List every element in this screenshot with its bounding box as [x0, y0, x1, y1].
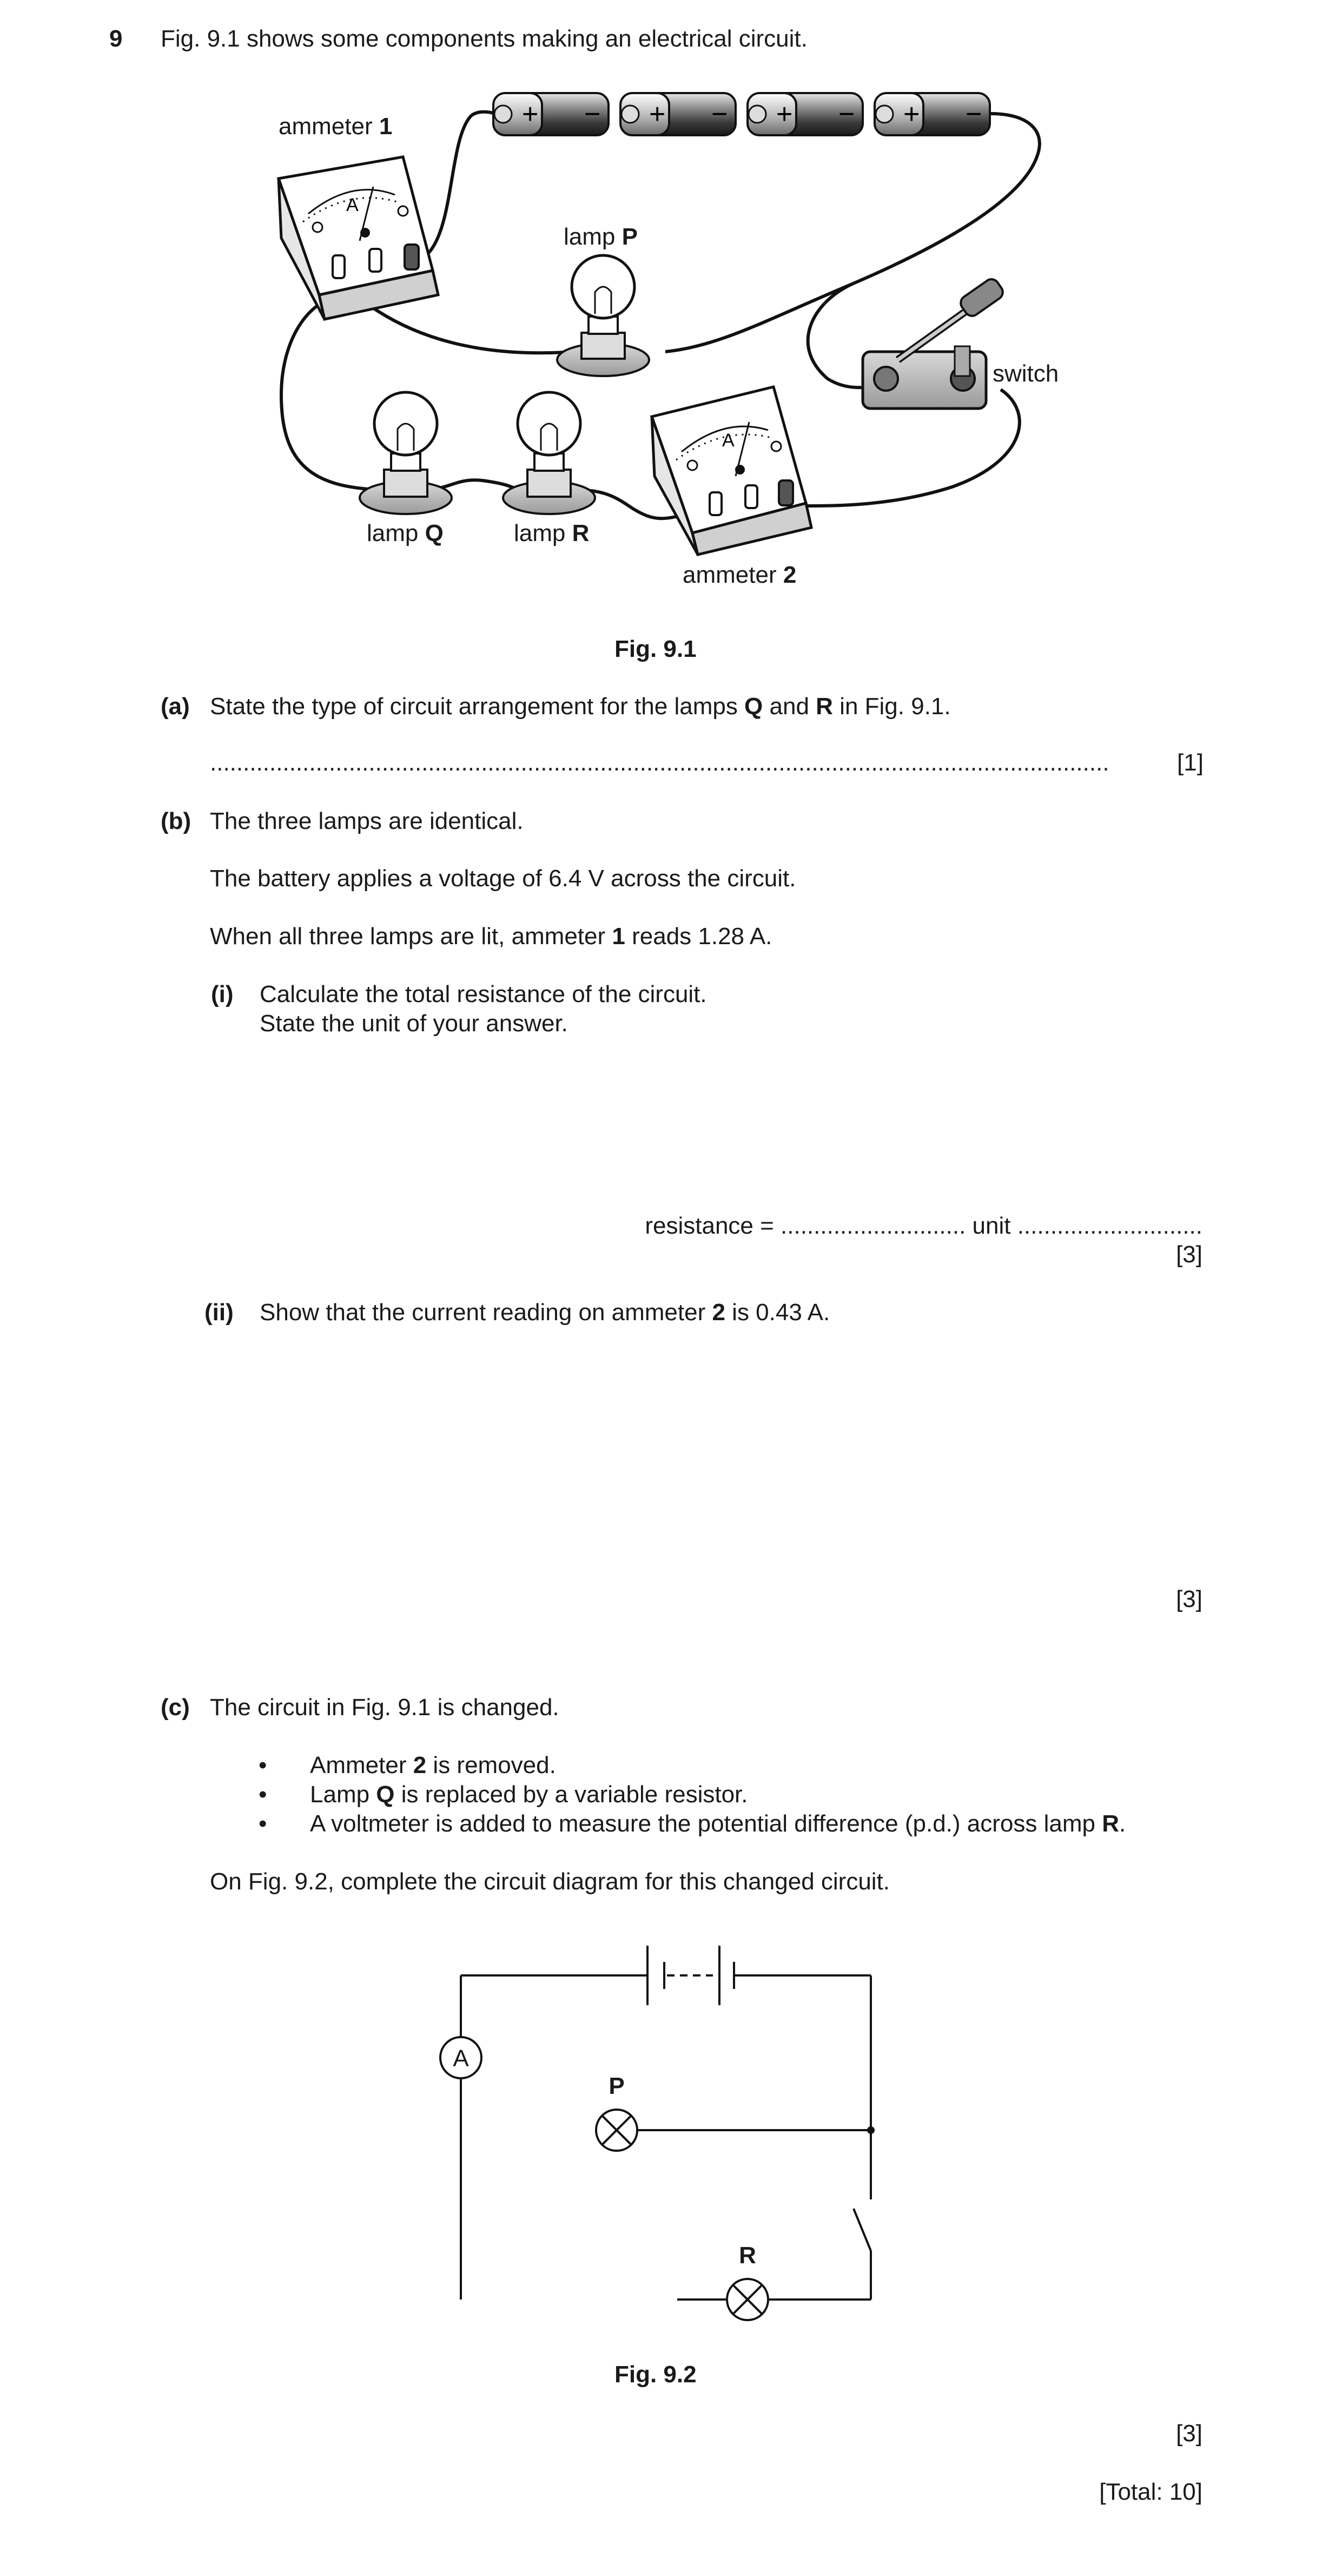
- battery-cell-4: [875, 93, 990, 135]
- battery-minus-label: −: [966, 98, 982, 130]
- battery-plus-label: +: [903, 98, 920, 130]
- part-a-question: State the type of circuit arrangement for the lamps Q and R in Fig. 9.1.: [210, 693, 951, 720]
- battery-plus-label: +: [776, 98, 793, 130]
- part-b-line-1: The three lamps are identical.: [210, 808, 524, 834]
- part-a-marks: [1]: [1177, 749, 1204, 776]
- part-b-i-label: (i): [211, 981, 234, 1007]
- ammeter-2-symbol: A: [722, 430, 735, 451]
- part-b-i-marks: [3]: [1176, 1241, 1202, 1268]
- part-a-label: (a): [161, 693, 190, 720]
- part-b-i-line-1: Calculate the total resistance of the circuit.: [260, 981, 707, 1007]
- part-b-line-2: The battery applies a voltage of 6.4 V across the circuit.: [210, 865, 796, 892]
- battery-symbol: [647, 1946, 734, 2005]
- part-b-ii-marks: [3]: [1176, 1586, 1202, 1612]
- part-a-answer-line[interactable]: ........................................................................................................................................: [210, 749, 1109, 776]
- lamp-p-symbol: [596, 2110, 637, 2151]
- part-c-label: (c): [161, 1694, 190, 1721]
- part-c-marks: [3]: [1176, 2420, 1202, 2447]
- part-b-i-line-2: State the unit of your answer.: [260, 1010, 568, 1037]
- bullet-2-text: Lamp Q is replaced by a variable resistor.: [310, 1781, 748, 1808]
- battery-cell-3: [748, 93, 863, 135]
- ammeter-1-symbol: A: [346, 195, 359, 215]
- bullet-1-marker: •: [259, 1752, 267, 1778]
- ammeter-1-label: ammeter 1: [279, 113, 393, 140]
- junction-dot: [867, 2126, 875, 2134]
- bullet-1-text: Ammeter 2 is removed.: [310, 1752, 556, 1778]
- battery-minus-label: −: [584, 98, 601, 130]
- ammeter-symbol-label: A: [453, 2045, 469, 2072]
- lamp-r-label: lamp R: [514, 520, 590, 546]
- figure-9-2[interactable]: [0, 1894, 1342, 2381]
- battery-cell-2: [620, 93, 736, 135]
- battery-plus-label: +: [522, 98, 539, 130]
- ammeter-1-drawing: [279, 157, 438, 319]
- part-b-ii-question: Show that the current reading on ammeter 2 is 0.43 A.: [260, 1299, 830, 1326]
- bullet-3-marker: •: [259, 1810, 267, 1837]
- switch-drawing: [863, 276, 1006, 409]
- resistance-answer-line[interactable]: resistance = ............................ unit ............................: [645, 1213, 1202, 1239]
- ammeter-2-drawing: [652, 387, 811, 555]
- part-c-line-2: On Fig. 9.2, complete the circuit diagram for this changed circuit.: [210, 1868, 890, 1895]
- switch-label: switch: [993, 360, 1059, 387]
- part-c-line-1: The circuit in Fig. 9.1 is changed.: [210, 1694, 559, 1721]
- question-intro: Fig. 9.1 shows some components making an electrical circuit.: [161, 25, 808, 52]
- total-marks: [Total: 10]: [1099, 2479, 1202, 2505]
- lamp-r-drawing: [503, 392, 595, 514]
- lamp-r-symbol-label: R: [739, 2242, 756, 2269]
- fig-9-1-caption: Fig. 9.1: [614, 636, 697, 662]
- lamp-p-symbol-label: P: [609, 2073, 625, 2099]
- lamp-p-label: lamp P: [564, 223, 638, 250]
- switch-symbol: [854, 2209, 871, 2251]
- battery-plus-label: +: [649, 98, 666, 130]
- ammeter-2-label: ammeter 2: [683, 562, 797, 588]
- part-b-label: (b): [161, 808, 191, 834]
- bullet-3-text: A voltmeter is added to measure the potential difference (p.d.) across lamp R.: [310, 1810, 1126, 1837]
- part-b-line-3: When all three lamps are lit, ammeter 1 reads 1.28 A.: [210, 923, 772, 950]
- lamp-q-label: lamp Q: [367, 520, 444, 546]
- fig-9-2-caption: Fig. 9.2: [614, 2361, 697, 2388]
- battery-minus-label: −: [711, 98, 728, 130]
- battery-cells: [493, 93, 990, 135]
- lamp-p-drawing: [557, 255, 649, 376]
- bullet-2-marker: •: [259, 1781, 267, 1808]
- part-b-ii-label: (ii): [204, 1299, 234, 1326]
- battery-cell-1: [493, 93, 609, 135]
- figure-9-1: [0, 0, 1342, 628]
- battery-minus-label: −: [838, 98, 855, 130]
- fig2-wires: [461, 1975, 871, 2300]
- lamp-q-drawing: [360, 392, 452, 514]
- question-number: 9: [109, 25, 123, 52]
- lamp-r-symbol: [727, 2279, 768, 2320]
- ammeter-symbol: [440, 2037, 481, 2078]
